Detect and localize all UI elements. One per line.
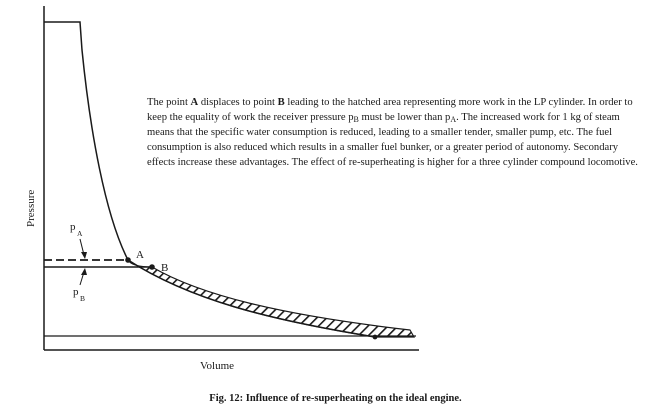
pb-label-sub: B — [80, 294, 86, 303]
point-a-label: A — [136, 249, 144, 261]
end-point-marker — [373, 335, 378, 340]
point-b-marker — [149, 264, 155, 270]
x-axis-label: Volume — [200, 360, 235, 372]
point-b-label: B — [161, 262, 169, 274]
description-point-a: A — [190, 97, 199, 108]
pb-arrow-head — [81, 268, 87, 275]
point-a-marker — [125, 257, 131, 263]
hatched-work-area — [128, 260, 414, 337]
pa-arrow-head — [81, 252, 87, 259]
expansion-curve — [44, 22, 375, 337]
y-axis-label: Pressure — [25, 189, 37, 227]
description-text: The point A displaces to point B leading to the hatched area representing more work in the LP cylinder. In order to keep the equality of work the receiver pressure $p_B$ must be lower than $p_A$. The increased work for 1 kg of steam means that the specific water consumption is reduced, leading to a smaller tender, smaller pump, etc. The fuel consumption is also reduced which results in a smaller fuel bunker, or a greater period of autonomy. Secondary effects increase these advantages. The effect of re-superheating is higher for a three cylinder compound locomotive. — [147, 97, 638, 168]
description-point-b: B — [277, 97, 285, 108]
pa-label: p — [70, 221, 76, 233]
pb-label: p — [73, 286, 79, 298]
figure-caption: Fig. 12: Influence of re-superheating on the ideal engine. — [209, 393, 462, 404]
pa-label-sub: A — [77, 229, 83, 238]
